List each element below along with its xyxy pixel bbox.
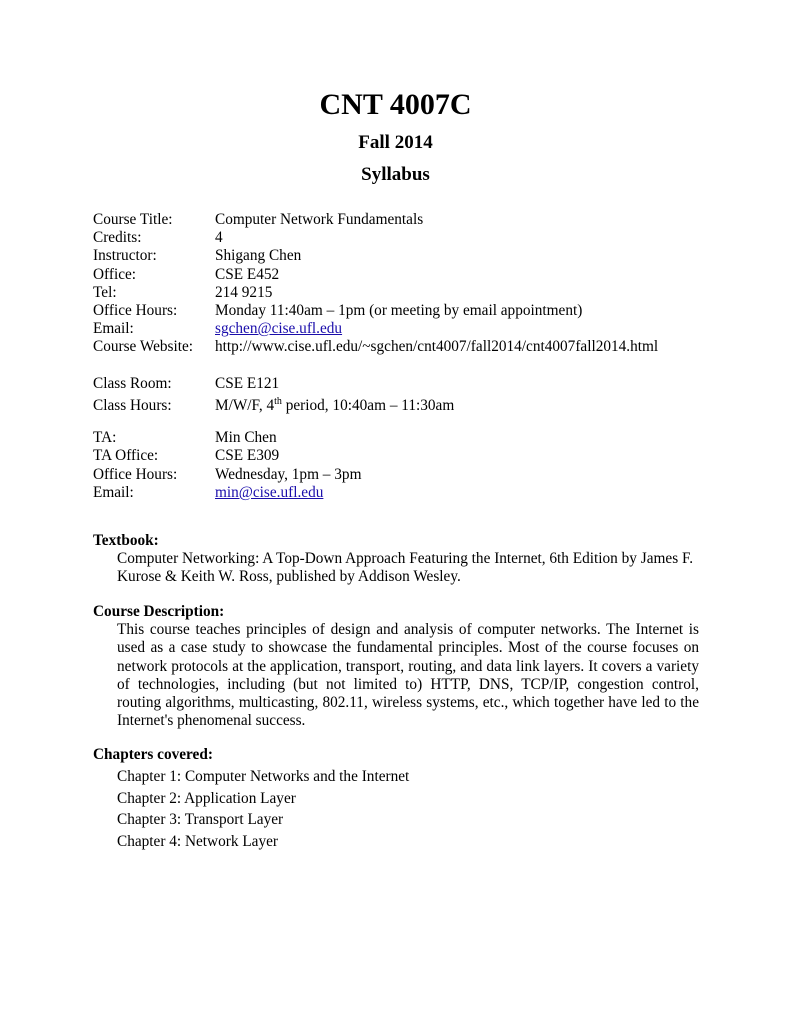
ta-office-hours-value: Wednesday, 1pm – 3pm: [215, 465, 362, 483]
ta-office-value: CSE E309: [215, 447, 280, 465]
ta-row: [93, 429, 658, 447]
ta-label: TA:: [93, 429, 117, 447]
course-website-row: [93, 338, 658, 356]
class-hours-label: Class Hours:: [93, 396, 172, 414]
ta-email-label: Email:: [93, 483, 134, 501]
credits-row: [93, 229, 658, 247]
ta-office-hours-row: [93, 466, 658, 484]
textbook-heading: Textbook:: [93, 532, 159, 549]
ta-email-row: [93, 484, 658, 502]
class-hours-row: [93, 393, 658, 414]
instructor-row: [93, 247, 658, 265]
office-hours-value: Monday 11:40am – 1pm (or meeting by email appointment): [215, 301, 583, 319]
instructor-email-link[interactable]: sgchen@cise.ufl.edu: [215, 320, 343, 338]
office-label: Office:: [93, 265, 137, 283]
chapters-heading: Chapters covered:: [93, 746, 213, 763]
ta-value: Min Chen: [215, 429, 277, 447]
instructor-email-label: Email:: [93, 320, 134, 338]
ta-office-hours-label: Office Hours:: [93, 465, 178, 483]
class-hours-ordinal: th: [274, 395, 282, 407]
chapter-item: Chapter 1: Computer Networks and the Internet: [117, 768, 410, 786]
course-title-value: Computer Network Fundamentals: [215, 211, 424, 228]
tel-value: 214 9215: [215, 283, 273, 301]
office-hours-label: Office Hours:: [93, 301, 178, 319]
chapters-list: [117, 768, 699, 854]
instructor-label: Instructor:: [93, 247, 157, 265]
course-title-row: [93, 211, 658, 229]
course-description-text: This course teaches principles of design and analysis of computer networks. The Internet is used as a case study to showcase the fundamental principles. Most of the course focuses on network protocols at the application, transport, routing, and data link layers. It covers a variety of technologies, including (but not limited to) HTTP, DNS, TCP/IP, congestion control, routing algorithms, multicasting, 802.11, wireless systems, etc., which together have led to the Internet's phenomenal success.: [117, 621, 699, 730]
class-room-row: [93, 375, 658, 393]
office-value: CSE E452: [215, 265, 280, 283]
course-title-label: Course Title:: [93, 211, 173, 228]
syllabus-title: Syllabus: [361, 164, 430, 185]
chapters-section: [93, 746, 699, 854]
office-hours-row: [93, 302, 658, 320]
class-hours-value: [215, 393, 454, 415]
course-description-section: [93, 603, 699, 730]
course-website-value: http://www.cise.ufl.edu/~sgchen/cnt4007/fall2014/cnt4007fall2014.html: [215, 338, 659, 356]
class-room-label: Class Room:: [93, 374, 172, 392]
term-title: Fall 2014: [358, 132, 433, 153]
instructor-value: Shigang Chen: [215, 247, 302, 265]
instructor-email-row: [93, 320, 658, 338]
credits-value: 4: [215, 229, 223, 247]
class-room-value: CSE E121: [215, 374, 280, 392]
ta-office-label: TA Office:: [93, 447, 159, 465]
tel-label: Tel:: [93, 283, 117, 301]
ta-email-link[interactable]: min@cise.ufl.edu: [215, 483, 324, 501]
textbook-text: Computer Networking: A Top-Down Approach Featuring the Internet, 6th Edition by James F. Kurose & Keith W. Ross, published by Addison Wesley.: [117, 550, 694, 586]
course-description-heading: Course Description:: [93, 603, 225, 620]
tel-row: [93, 284, 658, 302]
class-hours-suffix: period, 10:40am – 11:30am: [281, 396, 455, 414]
chapter-item: Chapter 3: Transport Layer: [117, 811, 284, 829]
ta-office-row: [93, 447, 658, 465]
office-row: [93, 266, 658, 284]
chapter-item: Chapter 4: Network Layer: [117, 832, 278, 850]
course-code-title: CNT 4007C: [319, 88, 472, 121]
class-hours-prefix: M/W/F, 4: [215, 396, 275, 414]
textbook-section: [93, 532, 699, 587]
chapter-item: Chapter 2: Application Layer: [117, 789, 296, 807]
course-website-label: Course Website:: [93, 338, 194, 356]
credits-label: Credits:: [93, 229, 142, 247]
course-info-block: [93, 211, 658, 502]
